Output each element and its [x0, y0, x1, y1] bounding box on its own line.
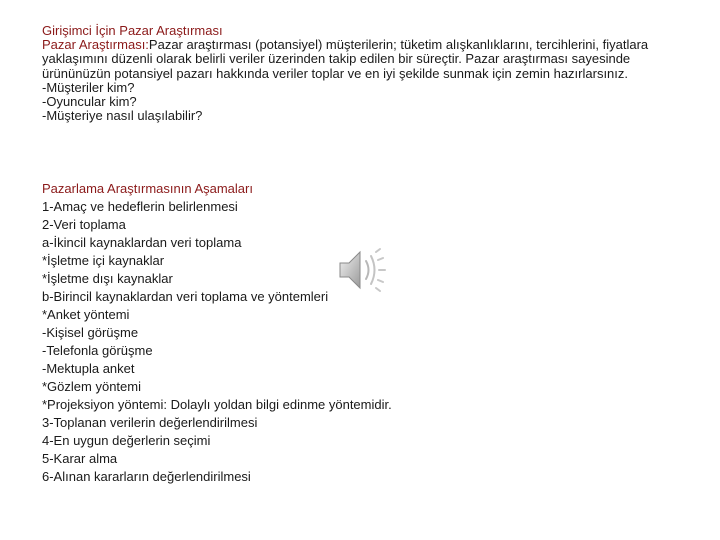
stages-block	[42, 180, 672, 486]
stage-item: 3-Toplanan verilerin değerlendirilmesi	[42, 415, 258, 430]
stage-item: *İşletme içi kaynaklar	[42, 253, 165, 268]
question-item: -Müşteriye nasıl ulaşılabilir?	[42, 108, 203, 124]
speaker-icon[interactable]	[336, 246, 388, 294]
stage-item: -Kişisel görüşme	[42, 325, 139, 340]
stage-item: -Telefonla görüşme	[42, 343, 153, 358]
definition-text: Pazar araştırması (potansiyel) müşterilerin; tüketim alışkanlıklarını, tercihlerini, fiyatlara yaklaşımını düzenli olarak belirli veriler üzerinden takip edilen bir süreçtir. Pazar araştırması sayesinde ürününüzün potansiyel pazarı hakkında veriler toplar ve en iyi şekilde sunmak için zemin hazırlarsınız.	[42, 37, 649, 81]
stage-item: -Mektupla anket	[42, 361, 135, 376]
stage-item: *Gözlem yöntemi	[42, 379, 141, 394]
stage-item: a-İkincil kaynaklardan veri toplama	[42, 235, 242, 250]
stage-item: 2-Veri toplama	[42, 217, 126, 232]
stage-item: 6-Alınan kararların değerlendirilmesi	[42, 469, 251, 484]
definition-term: Pazar Araştırması:	[42, 37, 149, 53]
stage-item: 1-Amaç ve hedeflerin belirlenmesi	[42, 199, 238, 214]
intro-block	[42, 24, 672, 123]
stages-heading: Pazarlama Araştırmasının Aşamaları	[42, 181, 253, 196]
stage-item: 4-En uygun değerlerin seçimi	[42, 433, 211, 448]
question-item: -Oyuncular kim?	[42, 94, 137, 110]
slide-title: Girişimci İçin Pazar Araştırması	[42, 23, 223, 38]
stage-item: 5-Karar alma	[42, 451, 118, 466]
stage-item: b-Birincil kaynaklardan veri toplama ve yöntemleri	[42, 289, 329, 304]
question-item: -Müşteriler kim?	[42, 79, 135, 95]
definition-paragraph	[42, 38, 672, 81]
stage-item: *İşletme dışı kaynaklar	[42, 271, 173, 286]
stage-item: *Projeksiyon yöntemi: Dolaylı yoldan bilgi edinme yöntemidir.	[42, 397, 392, 412]
stage-item: *Anket yöntemi	[42, 307, 130, 322]
